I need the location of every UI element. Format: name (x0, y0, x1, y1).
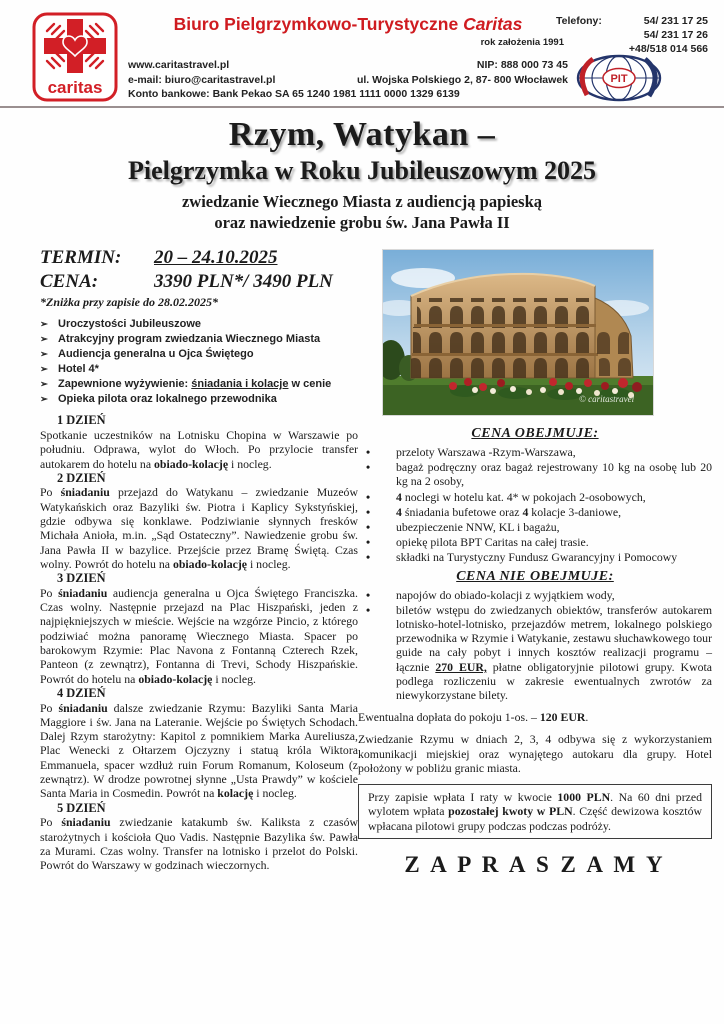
phone-number: 54/ 231 17 25 (643, 15, 708, 27)
caritas-logo-icon (32, 12, 118, 102)
excluded-text: napojów do obiado-kolacji z wyjątkiem wody, (396, 587, 615, 602)
transport-note: Zwiedzanie Rzymu w dniach 2, 3, 4 odbywa się z wykorzystaniem komunikacji miejskiej oraz wynajętego autokaru dla grupy. Hotel położony w pobliżu granic miasta. (358, 732, 712, 775)
highlight-text: Zapewnione wyżywienie: śniadania i kolacje w cenie (58, 378, 332, 390)
phone-number: 54/ 231 17 26 (643, 29, 708, 41)
pit-logo-text: PIT (610, 73, 628, 85)
included-text: opiekę pilota BPT Caritas na całej trasie. (396, 535, 589, 550)
day-heading: 1 DZIEŃ (57, 413, 106, 428)
included-title: CENA OBEJMUJE: (471, 426, 599, 441)
included-text: składki na Turystyczny Fundusz Gwarancyjny i Pomocowy (396, 550, 678, 565)
bullet-dot-icon: • (366, 489, 371, 504)
included-list (358, 445, 712, 565)
single-room-note: Ewentualna dopłata do pokoju 1-os. – 120 EUR. (358, 710, 589, 725)
bullet-dot-icon: • (366, 587, 371, 602)
excluded-text: biletów wstępu do zwiedzanych obiektów, transferów autokarem lotnisko-hotel-lotnisko, przejazdów metrem, lokalnego polskiego przewodnika w Rzymie i Watykanie, zestawu słuchawkowego tour guide na cały pobyt i innych kosztów realizacji programu – łącznie 270 EUR, płatne obligatoryjnie pilotowi grupy. Kwota podlega rozliczeniu w zakresie ewentualnych zwrotów za niewykorzystane bilety. (396, 602, 712, 703)
title-section (0, 116, 724, 233)
day-paragraph: Po śniadaniu zwiedzanie katakumb św. Kaliksta z czasów starożytnych i kościoła Quo Vadis. Następnie Bazylika św. Pawła za Murami. Czas wolny. Transfer na lotnisko i przelot do Polski. Powrót do Warszawy w godzinach wieczornych. (40, 815, 358, 873)
nip-number: NIP: 888 000 73 45 (476, 59, 568, 71)
highlights-list (40, 318, 358, 406)
bullet-dot-icon: • (366, 445, 371, 459)
founded-year: rok założenia 1991 (480, 37, 564, 48)
phones-block (556, 14, 708, 56)
address: ul. Wojska Polskiego 2, 87- 800 Włocławek (356, 73, 568, 86)
included-text: ubezpieczenie NNW, KL i bagażu, (396, 520, 560, 535)
day-paragraph: Po śniadaniu audiencja generalna u Ojca Świętego Franciszka. Czas wolny. Następnie przejazd na Plac Hiszpański, jeden z najpiękniejszych w mieście. Wejście na wzgórze Pincio, z którego podziwiać można panoramę Wiecznego Miasta. Spacer po barokowym Rzymie: Plac Navona z Fontanną Czterech Rzek, Panteon (z zewnątrz), Fontanna di Trevi, Schody Hiszpańskie. Powrót do hotelu na obiado-kolację i nocleg. (40, 585, 358, 686)
included-text: 4 śniadania bufetowe oraz 4 kolacje 3-daniowe, (396, 504, 622, 519)
termin-value: 20 – 24.10.2025 (154, 247, 278, 268)
phones-label: Telefony: (556, 15, 602, 27)
highlight-item (40, 333, 358, 346)
day-paragraph: Spotkanie uczestników na Lotnisku Chopina w Warszawie po południu. Odprawa, wylot do Włoch. Po przylocie transfer autokarem do hotelu na obiado-kolację i nocleg. (40, 428, 358, 471)
arrow-bullet-icon: ➢ (40, 349, 48, 360)
photo-watermark: © caritastravel (579, 394, 635, 404)
included-item (358, 535, 712, 549)
highlight-text: Opieka pilota oraz lokalnego przewodnika (58, 393, 277, 405)
highlight-text: Hotel 4* (58, 363, 99, 375)
day-paragraph: Po śniadaniu przejazd do Watykanu – zwiedzanie Muzeów Watykańskich oraz Bazyliki św. Piotra i Kaplicy Sykstyńskiej, gdzie odbywa się konklawe. Podziwianie słynnych fresków Michała Anioła, m.in. „Sąd Ostateczny”. Nawiedzenie grobu św. Jana Pawła II w bazylice. Przejście przez Bramę Świętą. Czas wolny. Powrót do hotelu na obiado-kolację i nocleg. (40, 485, 358, 571)
pit-logo-icon (574, 52, 664, 104)
phone-number: +48/518 014 566 (628, 43, 708, 55)
bullet-dot-icon: • (366, 460, 371, 475)
svg-text:caritas: caritas (47, 78, 103, 97)
bullet-dot-icon: • (366, 504, 371, 519)
page-title: Rzym, Watykan – (228, 116, 496, 153)
closing-invitation: Z A P R A S Z A M Y (404, 852, 666, 878)
highlight-item (40, 318, 358, 331)
day-heading: 4 DZIEŃ (57, 685, 106, 700)
arrow-bullet-icon: ➢ (40, 379, 48, 390)
page-subtitle: Pielgrzymka w Roku Jubileuszowym 2025 (128, 156, 596, 185)
included-item (358, 460, 712, 488)
day-paragraph: Po śniadaniu dalsze zwiedzanie Rzymu: Bazyliki Santa Maria Maggiore i św. Jana na Lateranie. Wejście po Świętych Schodach. Dalej Rzym starożytny: Kapitol z pomnikiem Marka Aureliusza, Plac Wenecki z Ołtarzem Ojczyzny i statuą króla Wiktora Emmanuela, spacer wzdłuż ruin Forum Romanum, Koloseum (z zewnątrz). W drodze powrotnej słynne „Usta Prawdy” w kościele Santa Maria in Cosmedin. Powrót na kolację i nocleg. (40, 700, 358, 801)
org-block (128, 14, 568, 48)
bullet-dot-icon: • (366, 550, 371, 565)
highlight-item (40, 393, 358, 406)
included-item (358, 445, 712, 459)
day-heading: 3 DZIEŃ (57, 571, 106, 586)
colosseum-photo (382, 249, 654, 416)
included-text: 4 noclegi w hotelu kat. 4* w pokojach 2-osobowych, (396, 489, 646, 504)
arrow-bullet-icon: ➢ (40, 394, 48, 405)
org-name: Biuro Pielgrzymkowo-Turystyczne Caritas (173, 14, 523, 34)
termin-label: TERMIN: (40, 247, 122, 268)
cena-row (40, 271, 358, 293)
included-text: przeloty Warszawa -Rzym-Warszawa, (396, 445, 576, 459)
included-text: bagaż podręczny oraz bagaż rejestrowany 10 kg na osobę lub 20 kg na 2 osoby, (396, 460, 712, 489)
excluded-list (358, 588, 712, 703)
highlight-item (40, 363, 358, 376)
email-link[interactable]: e-mail: biuro@caritastravel.pl (128, 73, 276, 86)
tagline-2: oraz nawiedzenie grobu św. Jana Pawła II (214, 213, 510, 232)
bullet-dot-icon: • (366, 520, 371, 535)
content-columns (0, 245, 724, 878)
included-item (358, 490, 712, 504)
highlight-item (40, 378, 358, 391)
included-item (358, 550, 712, 564)
excluded-item (358, 603, 712, 702)
excluded-item (358, 588, 712, 602)
cena-value: 3390 PLN*/ 3490 PLN (154, 271, 333, 292)
bank-account: Konto bankowe: Bank Pekao SA 65 1240 1981 1111 0000 1329 6139 (128, 88, 460, 100)
termin-row (40, 247, 358, 269)
bullet-dot-icon: • (366, 535, 371, 550)
arrow-bullet-icon: ➢ (40, 319, 48, 330)
tagline-1: zwiedzanie Wiecznego Miasta z audiencją papieską (181, 192, 543, 211)
right-column (358, 245, 712, 878)
itinerary (40, 413, 358, 872)
included-item (358, 520, 712, 534)
left-column (40, 245, 358, 872)
day-heading: 2 DZIEŃ (57, 470, 106, 485)
header (0, 0, 724, 108)
cena-label: CENA: (40, 271, 99, 292)
day-heading: 5 DZIEŃ (57, 800, 106, 815)
discount-note: *Zniżka przy zapisie do 28.02.2025* (40, 295, 219, 309)
highlight-text: Audiencja generalna u Ojca Świętego (58, 348, 254, 360)
highlight-text: Uroczystości Jubileuszowe (58, 318, 202, 330)
website-link[interactable]: www.caritastravel.pl (128, 59, 230, 71)
arrow-bullet-icon: ➢ (40, 334, 48, 345)
arrow-bullet-icon: ➢ (40, 364, 48, 375)
highlight-text: Atrakcyjny program zwiedzania Wiecznego Miasta (58, 333, 321, 345)
highlight-item (40, 348, 358, 361)
excluded-title: CENA NIE OBEJMUJE: (456, 568, 614, 584)
contact-block (128, 58, 568, 102)
payment-box: Przy zapisie wpłata I raty w kwocie 1000 PLN. Na 60 dni przed wylotem wpłata pozostałej kwoty w PLN. Część dewizowa kosztów wpłacana pilotowi grupy podczas podczas podróży. (358, 784, 712, 839)
included-item (358, 505, 712, 519)
bullet-dot-icon: • (366, 602, 371, 617)
